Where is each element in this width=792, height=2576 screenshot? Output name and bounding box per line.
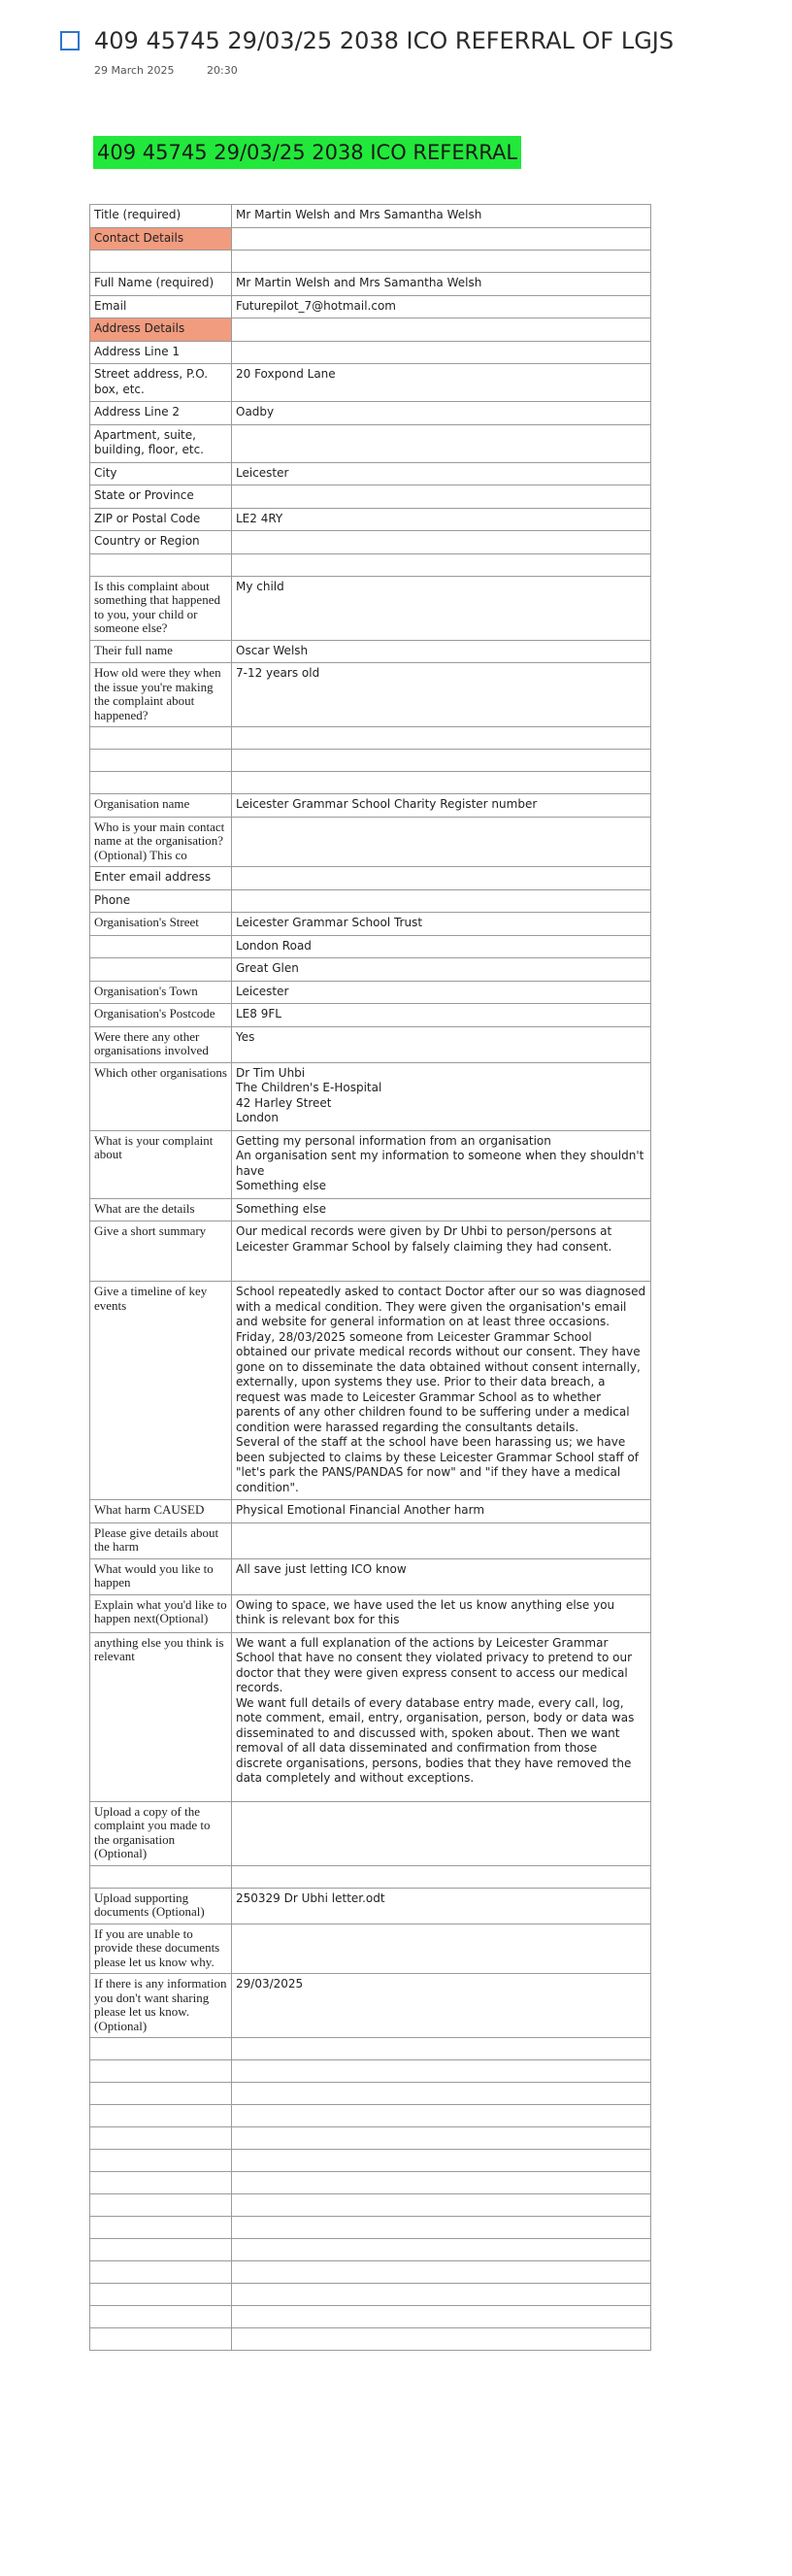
field-value-cell[interactable] — [232, 485, 651, 509]
field-label-cell[interactable]: Explain what you'd like to happen next(Optional) — [90, 1594, 232, 1632]
field-value-cell[interactable] — [232, 2261, 651, 2284]
field-label-cell[interactable] — [90, 2127, 232, 2150]
field-label-cell[interactable]: Give a timeline of key events — [90, 1282, 232, 1500]
form-row — [90, 1558, 651, 1594]
field-value-cell[interactable]: London Road — [232, 935, 651, 958]
field-label-cell[interactable] — [90, 727, 232, 750]
field-label-cell[interactable]: What are the details — [90, 1198, 232, 1221]
note-header — [60, 27, 778, 77]
field-value-cell[interactable] — [232, 727, 651, 750]
field-value-cell[interactable] — [232, 2060, 651, 2083]
form-row — [90, 1865, 651, 1888]
field-label-cell[interactable] — [90, 553, 232, 576]
form-row — [90, 1594, 651, 1632]
field-value-cell[interactable]: 7-12 years old — [232, 663, 651, 727]
field-label-cell[interactable]: Organisation's Postcode — [90, 1004, 232, 1027]
field-label-cell[interactable]: Which other organisations — [90, 1062, 232, 1130]
form-row — [90, 1522, 651, 1558]
field-value-cell[interactable]: My child — [232, 576, 651, 640]
form-row — [90, 1974, 651, 2038]
form-row — [90, 205, 651, 228]
field-label-cell[interactable] — [90, 2083, 232, 2105]
field-label-cell[interactable]: If you are unable to provide these documents please let us know why. — [90, 1924, 232, 1974]
field-value-cell[interactable]: Yes — [232, 1026, 651, 1062]
form-row — [90, 817, 651, 867]
field-label-cell[interactable] — [90, 2239, 232, 2261]
field-label-cell[interactable] — [90, 2172, 232, 2194]
field-value-cell[interactable]: Oadby — [232, 402, 651, 425]
todo-checkbox[interactable] — [60, 31, 80, 50]
title-row — [60, 27, 778, 54]
field-label-cell[interactable]: What harm CAUSED — [90, 1500, 232, 1523]
field-label-cell[interactable]: Enter email address — [90, 867, 232, 890]
field-label-cell[interactable]: How old were they when the issue you're making the complaint about happened? — [90, 663, 232, 727]
field-label-cell[interactable] — [90, 1865, 232, 1888]
field-label-cell[interactable] — [90, 251, 232, 273]
form-row — [90, 508, 651, 531]
form-row — [90, 794, 651, 818]
field-label-cell[interactable]: ZIP or Postal Code — [90, 508, 232, 531]
form-row — [90, 1632, 651, 1801]
field-value-cell[interactable] — [232, 553, 651, 576]
field-value-cell[interactable] — [232, 2284, 651, 2306]
form-row — [90, 251, 651, 273]
field-value-cell[interactable] — [232, 2105, 651, 2127]
field-label-cell[interactable]: Please give details about the harm — [90, 1522, 232, 1558]
field-label-cell[interactable]: What would you like to happen — [90, 1558, 232, 1594]
field-value-cell[interactable] — [232, 318, 651, 342]
form-row — [90, 2038, 651, 2060]
page-title[interactable]: 409 45745 29/03/25 2038 ICO REFERRAL OF LGJS — [94, 27, 675, 54]
field-value-cell[interactable] — [232, 2083, 651, 2105]
field-value-cell[interactable]: Leicester Grammar School Trust — [232, 913, 651, 936]
field-value-cell[interactable] — [232, 1522, 651, 1558]
field-value-cell[interactable] — [232, 1924, 651, 1974]
value-line: We want a full explanation of the actions by Leicester Grammar School that have no consent they violated privacy to pretend to our doctor that they were given express consent to access our medical records. — [236, 1635, 633, 1694]
field-value-cell[interactable]: Owing to space, we have used the let us know anything else you think is relevant box for this — [232, 1594, 651, 1632]
form-row — [90, 2105, 651, 2127]
field-value-cell[interactable] — [232, 2038, 651, 2060]
field-value-cell[interactable] — [232, 867, 651, 890]
field-value-cell[interactable]: 20 Foxpond Lane — [232, 364, 651, 402]
field-label-cell[interactable]: Who is your main contact name at the organisation? (Optional) This co — [90, 817, 232, 867]
form-row — [90, 341, 651, 364]
value-line: School repeatedly asked to contact Doctor after our so was diagnosed with a medical condition. They were given the organisation's email and website for general information on at least three occasions. — [236, 1285, 646, 1328]
field-label-cell[interactable]: Upload supporting documents (Optional) — [90, 1888, 232, 1924]
section-header-cell[interactable]: Address Details — [90, 318, 232, 342]
form-row — [90, 2127, 651, 2150]
form-row — [90, 1282, 651, 1500]
field-value-cell[interactable] — [232, 2306, 651, 2328]
note-time: 20:30 — [207, 64, 238, 77]
field-value-cell[interactable]: Leicester Grammar School Charity Register number — [232, 794, 651, 818]
value-line: Dr Tim Uhbi — [236, 1065, 306, 1080]
field-label-cell[interactable] — [90, 772, 232, 794]
form-row — [90, 553, 651, 576]
form-row — [90, 424, 651, 462]
field-value-cell[interactable] — [232, 2172, 651, 2194]
field-value-cell[interactable]: Futurepilot_7@hotmail.com — [232, 295, 651, 318]
form-row — [90, 1198, 651, 1221]
field-label-cell[interactable]: What is your complaint about — [90, 1130, 232, 1198]
value-line: An organisation sent my information to someone when they shouldn't have — [236, 1149, 644, 1178]
field-label-cell[interactable] — [90, 2306, 232, 2328]
form-row — [90, 273, 651, 296]
form-row — [90, 663, 651, 727]
field-value-cell[interactable] — [232, 1801, 651, 1865]
field-value-cell[interactable] — [232, 2150, 651, 2172]
field-label-cell[interactable]: Address Line 2 — [90, 402, 232, 425]
field-label-cell[interactable]: Give a short summary — [90, 1221, 232, 1282]
field-value-cell[interactable]: Leicester — [232, 981, 651, 1004]
field-label-cell[interactable]: Full Name (required) — [90, 273, 232, 296]
field-label-cell[interactable] — [90, 2328, 232, 2351]
note-date: 29 March 2025 — [94, 64, 175, 77]
form-row — [90, 227, 651, 251]
field-label-cell[interactable] — [90, 958, 232, 982]
field-label-cell[interactable]: Organisation's Town — [90, 981, 232, 1004]
form-row — [90, 2194, 651, 2217]
field-label-cell[interactable] — [90, 2038, 232, 2060]
field-value-cell[interactable] — [232, 1632, 651, 1801]
form-row — [90, 2284, 651, 2306]
form-row — [90, 913, 651, 936]
field-value-cell[interactable] — [232, 889, 651, 913]
field-label-cell[interactable] — [90, 935, 232, 958]
field-value-cell[interactable] — [232, 1130, 651, 1198]
field-value-cell[interactable] — [232, 531, 651, 554]
form-row — [90, 364, 651, 402]
field-label-cell[interactable]: anything else you think is relevant — [90, 1632, 232, 1801]
value-line: The Children's E-Hospital — [236, 1081, 382, 1094]
field-label-cell[interactable] — [90, 2194, 232, 2217]
field-label-cell[interactable]: Street address, P.O. box, etc. — [90, 364, 232, 402]
form-row — [90, 295, 651, 318]
form-row — [90, 531, 651, 554]
field-label-cell[interactable]: Country or Region — [90, 531, 232, 554]
form-row — [90, 958, 651, 982]
form-row — [90, 2060, 651, 2083]
form-row — [90, 576, 651, 640]
field-value-cell[interactable] — [232, 2127, 651, 2150]
field-value-cell[interactable] — [232, 817, 651, 867]
form-row — [90, 640, 651, 663]
form-row — [90, 1130, 651, 1198]
field-value-cell[interactable] — [232, 227, 651, 251]
field-label-cell[interactable]: Their full name — [90, 640, 232, 663]
note-meta — [94, 64, 778, 77]
field-label-cell[interactable]: Phone — [90, 889, 232, 913]
value-line: Something else — [236, 1179, 327, 1192]
form-row — [90, 935, 651, 958]
form-row — [90, 2239, 651, 2261]
section-header-cell[interactable]: Contact Details — [90, 227, 232, 251]
field-label-cell[interactable]: State or Province — [90, 485, 232, 509]
form-row — [90, 1801, 651, 1865]
field-value-cell[interactable]: 29/03/2025 — [232, 1974, 651, 2038]
field-label-cell[interactable]: Organisation name — [90, 794, 232, 818]
field-label-cell[interactable] — [90, 2150, 232, 2172]
field-value-cell[interactable]: All save just letting ICO know — [232, 1558, 651, 1594]
form-row — [90, 1888, 651, 1924]
field-value-cell[interactable] — [232, 1282, 651, 1500]
field-label-cell[interactable]: Apartment, suite, building, floor, etc. — [90, 424, 232, 462]
highlighted-heading: 409 45745 29/03/25 2038 ICO REFERRAL — [93, 136, 521, 169]
form-row — [90, 1026, 651, 1062]
field-value-cell[interactable] — [232, 750, 651, 772]
field-value-cell[interactable]: Mr Martin Welsh and Mrs Samantha Welsh — [232, 273, 651, 296]
form-row — [90, 2150, 651, 2172]
field-value-cell[interactable]: Great Glen — [232, 958, 651, 982]
form-row — [90, 889, 651, 913]
field-value-cell[interactable] — [232, 772, 651, 794]
field-label-cell[interactable]: Is this complaint about something that happened to you, your child or someone else? — [90, 576, 232, 640]
field-label-cell[interactable] — [90, 2105, 232, 2127]
field-label-cell[interactable]: Email — [90, 295, 232, 318]
field-value-cell[interactable]: Mr Martin Welsh and Mrs Samantha Welsh — [232, 205, 651, 228]
form-row — [90, 750, 651, 772]
form-row — [90, 2261, 651, 2284]
form-row — [90, 485, 651, 509]
form-row — [90, 981, 651, 1004]
field-value-cell[interactable] — [232, 2194, 651, 2217]
form-row — [90, 1221, 651, 1282]
field-label-cell[interactable]: If there is any information you don't want sharing please let us know. (Optional) — [90, 1974, 232, 2038]
form-row — [90, 2083, 651, 2105]
field-label-cell[interactable]: Title (required) — [90, 205, 232, 228]
value-line: Several of the staff at the school have been harassing us; we have been subjected to claims by these Leicester Grammar School staff of "let's park the PANS/PANDAS for now" and "if they have a medical condition". — [236, 1435, 639, 1494]
value-line: 42 Harley Street — [236, 1095, 332, 1110]
field-label-cell[interactable]: City — [90, 462, 232, 485]
field-label-cell[interactable] — [90, 2261, 232, 2284]
field-value-cell[interactable] — [232, 251, 651, 273]
field-value-cell[interactable] — [232, 1062, 651, 1130]
value-line: Getting my personal information from an organisation — [236, 1133, 551, 1148]
field-label-cell[interactable]: Organisation's Street — [90, 913, 232, 936]
form-row — [90, 2172, 651, 2194]
value-line: Friday, 28/03/2025 someone from Leicester Grammar School obtained our private medical records without our consent. They have gone on to disseminate the data obtained without consent internally, externally, upon systems they use. Prior to their data breach, a request was made to Leicester Grammar School as to whether parents of any other children found to be suffering under a medical condition were harassed regarding the consultants details. — [236, 1329, 641, 1434]
form-row — [90, 1500, 651, 1523]
form-row — [90, 1004, 651, 1027]
form-row — [90, 2306, 651, 2328]
field-label-cell[interactable]: Address Line 1 — [90, 341, 232, 364]
field-value-cell[interactable] — [232, 424, 651, 462]
field-value-cell[interactable]: Oscar Welsh — [232, 640, 651, 663]
form-row — [90, 1062, 651, 1130]
value-line: London — [236, 1111, 279, 1124]
field-label-cell[interactable] — [90, 2217, 232, 2239]
field-value-cell[interactable] — [232, 2328, 651, 2351]
form-row — [90, 867, 651, 890]
referral-form-table — [89, 204, 651, 2351]
field-value-cell[interactable]: LE2 4RY — [232, 508, 651, 531]
form-row — [90, 2217, 651, 2239]
field-value-cell[interactable]: 250329 Dr Ubhi letter.odt — [232, 1888, 651, 1924]
field-value-cell[interactable]: LE8 9FL — [232, 1004, 651, 1027]
form-row — [90, 772, 651, 794]
form-row — [90, 2328, 651, 2351]
field-value-cell[interactable] — [232, 1865, 651, 1888]
field-value-cell[interactable]: Physical Emotional Financial Another harm — [232, 1500, 651, 1523]
field-label-cell[interactable] — [90, 2060, 232, 2083]
field-label-cell[interactable]: Were there any other organisations involved — [90, 1026, 232, 1062]
form-row — [90, 1924, 651, 1974]
field-label-cell[interactable] — [90, 2284, 232, 2306]
field-value-cell[interactable]: Our medical records were given by Dr Uhbi to person/persons at Leicester Grammar School by falsely claiming they had consent. — [232, 1221, 651, 1282]
form-row — [90, 402, 651, 425]
field-value-cell[interactable] — [232, 341, 651, 364]
field-label-cell[interactable] — [90, 750, 232, 772]
field-label-cell[interactable]: Upload a copy of the complaint you made to the organisation (Optional) — [90, 1801, 232, 1865]
form-row — [90, 318, 651, 342]
field-value-cell[interactable] — [232, 2239, 651, 2261]
field-value-cell[interactable] — [232, 2217, 651, 2239]
field-value-cell[interactable]: Leicester — [232, 462, 651, 485]
form-row — [90, 727, 651, 750]
form-row — [90, 462, 651, 485]
field-value-cell[interactable]: Something else — [232, 1198, 651, 1221]
value-line: We want full details of every database entry made, every call, log, note comment, email, entry, organisation, person, body or data was disseminated to and discussed with, spoken about. Then we want removal of all data disseminated and confirmation from those discrete organisations, persons, bodies that they have removed the data completely and without exceptions. — [236, 1695, 635, 1785]
